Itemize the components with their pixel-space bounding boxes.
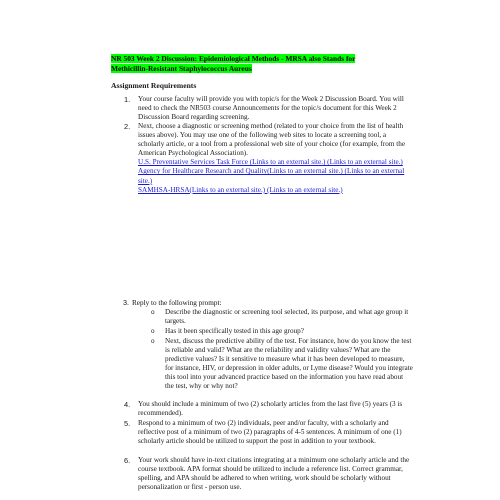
prompt-point-text: Next, discuss the predictive ability of the test. For instance, how do you know the test is reliable and valid? What are the reliability and validity values? What are the predictive values? Is it sensitive to measure what it has been developed to measure, for instance, HIV, or depression in older adults, or Lyme disease? Would you integrate this tool into your advanced practice based on the information you have read about the test, why or why not? xyxy=(165,337,413,391)
prompt-point-text: Describe the diagnostic or screening tool selected, its purpose, and what age group it targets. xyxy=(165,308,409,326)
item-number: 2. xyxy=(124,122,131,131)
prompt-point-text: Has it been specifically tested in this age group? xyxy=(165,327,304,335)
item-text: You should include a minimum of two (2) scholarly articles from the last five (5) years (3 is recommended). xyxy=(138,400,403,418)
link-uspstf[interactable]: U.S. Preventative Services Task Force (Links to an external site.) (Links to an external site.) xyxy=(138,158,403,167)
item-text: Respond to a minimum of two (2) individuals, peer and/or faculty, with a scholarly and reflective post of a minimum of two (2) paragraphs of 4-5 sentences. A minimum of one (1) scholarly article should be utilized to support the post in addition to your textbook. xyxy=(138,419,402,446)
bullet-icon: o xyxy=(151,328,155,335)
title-line-1: NR 503 Week 2 Discussion: Epidemiological Methods - MRSA also Stands for xyxy=(111,54,356,63)
prompt-intro-text: Reply to the following prompt: xyxy=(132,299,222,307)
item-text: Your work should have in-text citations integrating at a minimum one scholarly article and the course textbook. APA format should be utilized to include a reference list. Correct grammar, spelling, and APA should be adhered to when writing, work should be scholarly without personalization or first - person use. xyxy=(138,456,410,492)
item-number: 3. xyxy=(123,298,129,307)
item-number: 4. xyxy=(124,400,131,409)
bullet-icon: o xyxy=(151,309,155,316)
item-text: Your course faculty will provide you with topic/s for the Week 2 Discussion Board. You will need to check the NR503 course Announcements for the topic/s document for this Week 2 Discussion Board regarding screening. xyxy=(138,95,404,122)
item-number: 6. xyxy=(124,456,131,465)
prompt-intro xyxy=(123,298,221,307)
document-title xyxy=(111,54,411,73)
item-number: 5. xyxy=(124,419,131,428)
link-samhsa-hrsa[interactable]: SAMHSA-HRSA(Links to an external site.) (Links to an external site.) xyxy=(138,185,343,194)
title-line-2: Methicillin-Resistant Staphylococcus Aureus xyxy=(111,63,252,73)
bullet-icon: o xyxy=(151,338,155,345)
item-text: Next, choose a diagnostic or screening method (related to your choice from the list of health issues above). You may use one of the following web sites to locate a screening tool, a scholarly article, or a tool from a professional web site of your choice (for example, from the American Psychological Association). xyxy=(138,122,406,158)
item-body xyxy=(138,122,410,195)
section-heading: Assignment Requirements xyxy=(111,81,197,90)
link-ahrq[interactable]: Agency for Healthcare Research and Quality(Links to an external site.) (Links to an external site.) xyxy=(138,167,405,185)
item-number: 1. xyxy=(124,95,131,104)
